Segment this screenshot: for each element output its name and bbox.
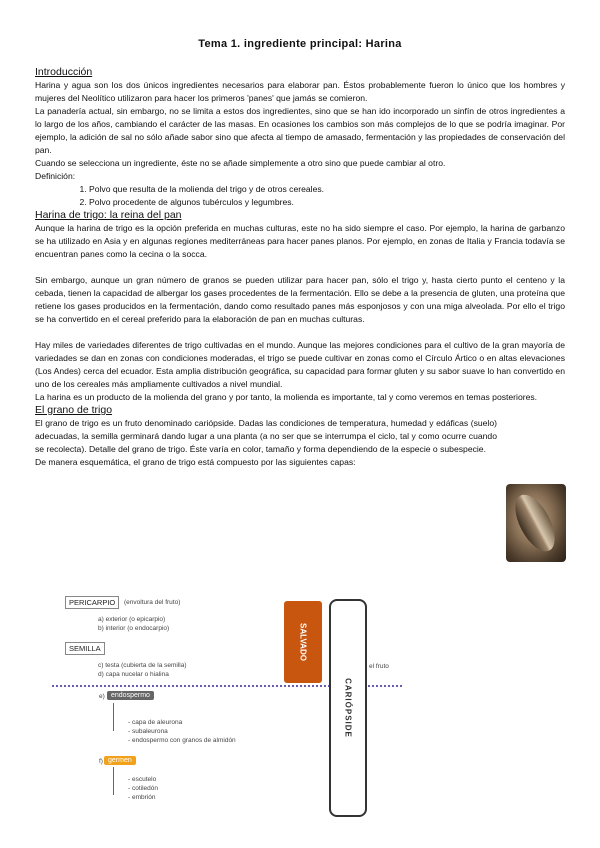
intro-heading: Introducción	[35, 66, 93, 78]
pericarp-layer-a: a) exterior (o epicarpio)	[98, 616, 166, 623]
flour-paragraph-1: Aunque la harina de trigo es la opción preferida en muchas culturas, este no ha sido siempre el caso. Por ejemplo, la harina de garbanzo se ha utilizado en Asia y en algunas regiones mediterráneas para hacer panes planos. Por ejemplo, en zonas de Italia y Francia todavía se encuentran panes como la cecina o la socca.	[35, 223, 565, 259]
germ-item-3: - embrión	[128, 794, 156, 801]
germ-item-2: - cotiledón	[128, 785, 158, 792]
endosperm-item-3: - endospermo con granos de almidón	[128, 737, 236, 744]
pericarp-layer-b: b) interior (o endocarpio)	[98, 625, 170, 632]
page-title: Tema 1. ingrediente principal: Harina	[198, 38, 402, 50]
grain-heading: El grano de trigo	[35, 404, 113, 416]
germ-prefix: f)	[99, 758, 103, 765]
seed-layer-c: c) testa (cubierta de la semilla)	[98, 662, 187, 669]
intro-paragraph-2: La panadería actual, sin embargo, no se limita a estos dos ingredientes, sino que se han ido incorporado un sinfín de otros ingredientes a lo largo de los años, cambiando el carácter de las masas. En ocasiones los cambios son más complejos de lo que se podría imaginar. Por ejemplo, la adición de sal no sólo añade sabor sino que afecta al tiempo de amasado, fermentación y las propiedades de conservación del pan.	[35, 106, 565, 155]
definition-list	[35, 183, 565, 209]
pericarp-note: (envoltura del fruto)	[124, 599, 181, 606]
seed-label: SEMILLA	[65, 642, 105, 655]
wheat-grain-photo	[506, 484, 566, 562]
intro-paragraph-1: Harina y agua son los dos únicos ingredientes necesarios para elaborar pan. Éstos probablemente fueron lo único que los hombres y mujeres del Neolítico utilizaron para hacer los primeros 'panes' que jamás se comieron.	[35, 80, 565, 103]
germ-tag: germen	[104, 756, 136, 765]
wheat-flour-heading: Harina de trigo: la reina del pan	[35, 209, 182, 221]
definition-item-2: 2. Polvo procedente de algunos tubérculos y legumbres.	[89, 196, 565, 209]
side-annotation: el fruto	[369, 663, 389, 670]
flour-paragraph-4: La harina es un producto de la molienda del grano y por tanto, la molienda es importante, tal y como veremos en temas posteriores.	[35, 392, 538, 402]
endosperm-item-1: - capa de aleurona	[128, 719, 183, 726]
pericarp-label: PERICARPIO	[65, 596, 119, 609]
bran-bar: SALVADO	[284, 601, 322, 683]
grain-paragraph-2: De manera esquemática, el grano de trigo está compuesto por las siguientes capas:	[35, 457, 356, 467]
endosperm-item-2: - subaleurona	[128, 728, 168, 735]
intro-section	[35, 66, 565, 469]
definition-label: Definición:	[35, 171, 76, 181]
grain-layers-diagram	[0, 585, 600, 848]
seed-layer-d: d) capa nucelar o hialina	[98, 671, 169, 678]
flour-paragraph-3: Hay miles de variedades diferentes de trigo cultivadas en el mundo. Aunque las mejores condiciones para el cultivo de la gran mayoría de variedades se dan en zonas con condiciones moderadas, el trigo se puede cultivar en zonas como el Círculo Ártico o en altas elevaciones (Los Andes) cerca del ecuador. Esta amplia distribución geográfica, su capacidad para formar gluten y su sabor suave lo han convertido en uno de los cereales más ampliamente cultivados a nivel mundial.	[35, 340, 565, 389]
germ-item-1: - escutelo	[128, 776, 157, 783]
flour-paragraph-2: Sin embargo, aunque un gran número de granos se pueden utilizar para hacer pan, sólo el trigo y, hasta cierto punto el centeno y la cebada, tienen la capacidad de albergar los gases procedentes de la fermentación. Ello se debe a la presencia de gluten, una proteína que retiene los gases producidos en la fermentación, dando como resultado panes más esponjosos y con una miga alveolada. Por ello el trigo se ha convertido en el cereal preferido para la elaboración de pan en muchas culturas.	[35, 275, 565, 324]
caryopsis-bar: CARIÓPSIDE	[329, 599, 367, 817]
grain-paragraph-1: El grano de trigo es un fruto denominado cariópside. Dadas las condiciones de temperatura, humedad y edáficas (suelo) adecuadas, la semilla germinará dando lugar a una planta (a no ser que se interrumpa el ciclo, tal y como ocurre cuando se recolecta). Detalle del grano de trigo. Éste varía en color, tamaño y forma dependiendo de la especie o subespecie.	[35, 418, 497, 454]
endosperm-tag: endospermo	[107, 691, 154, 700]
definition-item-1: 1. Polvo que resulta de la molienda del trigo y de otros cereales.	[89, 183, 565, 196]
intro-paragraph-3: Cuando se selecciona un ingrediente, éste no se añade simplemente a otro sino que puede cambiar al otro.	[35, 158, 446, 168]
endosperm-prefix: e)	[99, 693, 105, 700]
